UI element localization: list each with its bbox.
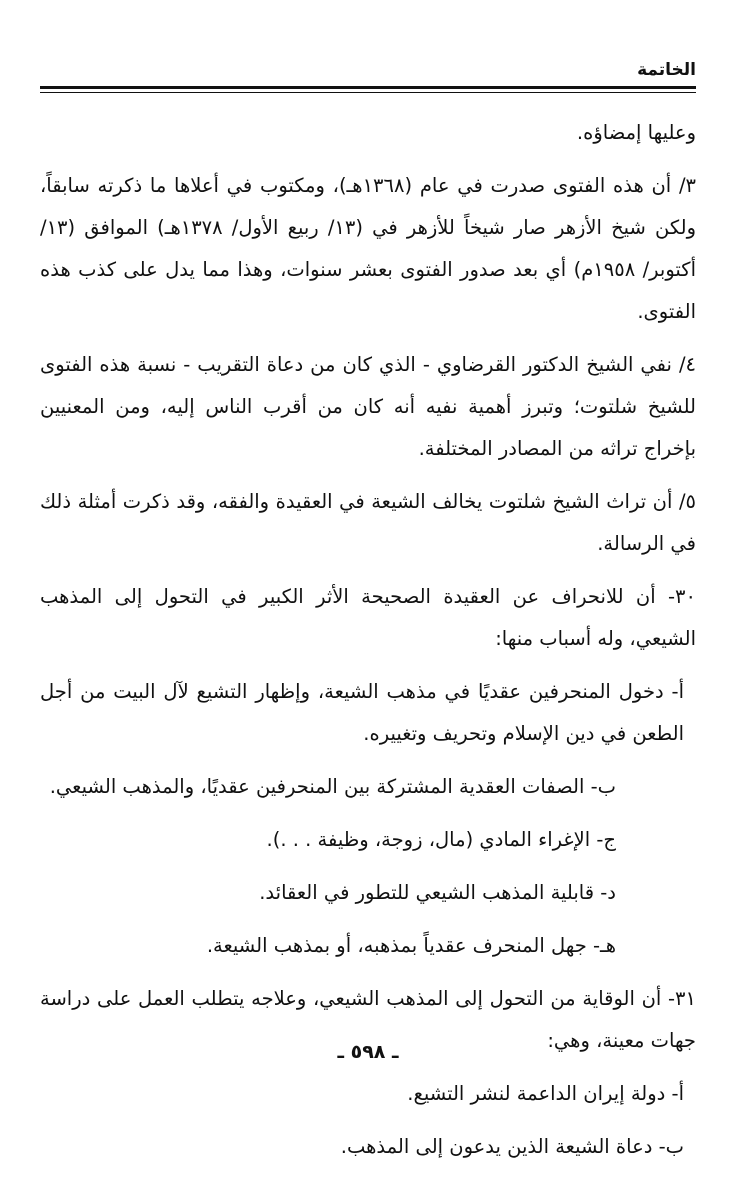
list-item-30-a: أ- دخول المنحرفين عقديًا في مذهب الشيعة، وإظهار التشيع لآل البيت من أجل الطعن في دين الإسلام وتحريف وتغييره. <box>40 680 684 745</box>
body-text <box>40 112 696 1179</box>
running-header: الخاتمة <box>637 60 696 80</box>
page-number: ـ ٥٩٨ ـ <box>337 1041 399 1063</box>
header-rule-thick <box>40 86 696 89</box>
paragraph-item-31: ٣١- أن الوقاية من التحول إلى المذهب الشيعي، وعلاجه يتطلب العمل على دراسة جهات معينة، وهي: <box>40 987 696 1052</box>
list-item-30-d: د- قابلية المذهب الشيعي للتطور في العقائد. <box>259 881 616 904</box>
header-rule-thin <box>40 92 696 93</box>
paragraph-point-4: ٤/ نفي الشيخ الدكتور القرضاوي - الذي كان من دعاة التقريب - نسبة هذه الفتوى للشيخ شلتوت؛ وتبرز أهمية نفيه أنه كان من أقرب الناس إليه، ومن المعنيين بإخراج تراثه من المصادر المختلفة. <box>40 353 696 460</box>
paragraph-signature: وعليها إمضاؤه. <box>576 121 696 144</box>
list-item-31-a: أ- دولة إيران الداعمة لنشر التشيع. <box>407 1082 684 1105</box>
list-item-30-b: ب- الصفات العقدية المشتركة بين المنحرفين عقديًا، والمذهب الشيعي. <box>49 775 616 798</box>
paragraph-item-30: ٣٠- أن للانحراف عن العقيدة الصحيحة الأثر الكبير في التحول إلى المذهب الشيعي، وله أسباب منها: <box>40 585 696 650</box>
list-item-31-b: ب- دعاة الشيعة الذين يدعون إلى المذهب. <box>340 1135 684 1158</box>
paragraph-point-3: ٣/ أن هذه الفتوى صدرت في عام (١٣٦٨هـ)، ومكتوب في أعلاها ما ذكرته سابقاً، ولكن شيخ الأزهر صار شيخاً للأزهر في (١٣/ ربيع الأول/ ١٣٧٨هـ) الموافق (١٣/ أكتوبر/ ١٩٥٨م) أي بعد صدور الفتوى بعشر سنوات، وهذا مما يدل على كذب هذه الفتوى. <box>40 174 696 323</box>
list-item-30-c: ج- الإغراء المادي (مال، زوجة، وظيفة . . .). <box>266 828 616 851</box>
paragraph-point-5: ٥/ أن تراث الشيخ شلتوت يخالف الشيعة في العقيدة والفقه، وقد ذكرت أمثلة ذلك في الرسالة. <box>40 490 696 555</box>
list-item-30-e: هـ- جهل المنحرف عقدياً بمذهبه، أو بمذهب الشيعة. <box>206 934 616 957</box>
